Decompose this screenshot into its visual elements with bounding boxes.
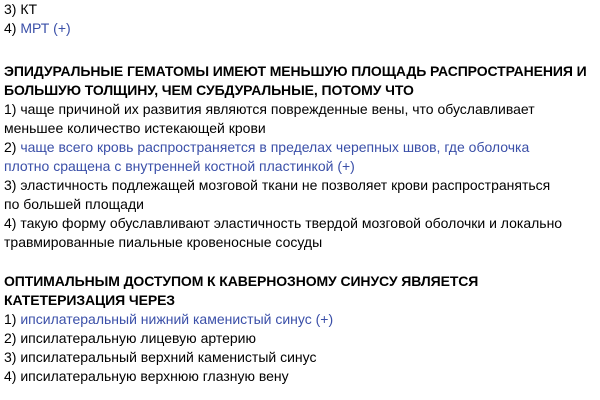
option-number: 2) (4, 139, 17, 155)
top-options (4, 0, 596, 38)
option-number: 3) (4, 349, 17, 365)
option-number: 1) (4, 101, 17, 117)
question-1 (4, 62, 596, 252)
option-4 (4, 19, 596, 38)
q1-option-2 (4, 138, 596, 176)
option-text: чаще причиной их развития являются поврежденные вены, что обуславливает (20, 101, 535, 117)
q2-option-1 (4, 310, 596, 329)
q2-option-4 (4, 367, 596, 386)
question-2-title-line-2: КАТЕТЕРИЗАЦИЯ ЧЕРЕЗ (4, 292, 175, 308)
option-3 (4, 0, 596, 19)
option-number: 4) (4, 20, 17, 36)
option-text: КТ (20, 1, 38, 17)
option-number: 4) (4, 368, 17, 384)
option-text: ипсилатеральную верхнюю глазную вену (20, 368, 289, 384)
option-number: 1) (4, 311, 17, 327)
option-text-cont: травмированные пиальные кровеносные сосуды (4, 234, 323, 250)
option-text: ипсилатеральный верхний каменистый синус (20, 349, 317, 365)
option-number: 3) (4, 177, 17, 193)
spacer (4, 252, 596, 272)
option-number: 2) (4, 330, 17, 346)
question-1-title-line-2: БОЛЬШУЮ ТОЛЩИНУ, ЧЕМ СУБДУРАЛЬНЫЕ, ПОТОМУ ЧТО (4, 82, 414, 98)
question-2-title-line-1: ОПТИМАЛЬНЫМ ДОСТУПОМ К КАВЕРНОЗНОМУ СИНУСУ ЯВЛЯЕТСЯ (4, 273, 479, 289)
option-text-cont: меньшее количество истекающей крови (4, 120, 266, 136)
option-number: 4) (4, 215, 17, 231)
question-2 (4, 272, 596, 386)
option-text-correct-cont: плотно сращена с внутренней костной пластинкой (+) (4, 158, 355, 174)
option-text-correct: МРТ (+) (20, 20, 71, 36)
q1-option-4 (4, 214, 596, 252)
spacer (4, 38, 596, 62)
question-1-title-line-1: ЭПИДУРАЛЬНЫЕ ГЕМАТОМЫ ИМЕЮТ МЕНЬШУЮ ПЛОЩАДЬ РАСПРОСТРАНЕНИЯ И (4, 63, 587, 79)
option-number: 3) (4, 1, 17, 17)
q1-option-3 (4, 176, 596, 214)
option-text-cont: по большей площади (4, 196, 144, 212)
q1-option-1 (4, 100, 596, 138)
option-text: ипсилатеральную лицевую артерию (20, 330, 256, 346)
q2-option-3 (4, 348, 596, 367)
q2-option-2 (4, 329, 596, 348)
option-text-correct: ипсилатеральный нижний каменистый синус (+) (20, 311, 334, 327)
option-text: эластичность подлежащей мозговой ткани не позволяет крови распространяться (20, 177, 551, 193)
option-text: такую форму обуславливают эластичность твердой мозговой оболочки и локально (20, 215, 563, 231)
option-text-correct: чаще всего кровь распространяется в пределах черепных швов, где оболочка (20, 139, 530, 155)
